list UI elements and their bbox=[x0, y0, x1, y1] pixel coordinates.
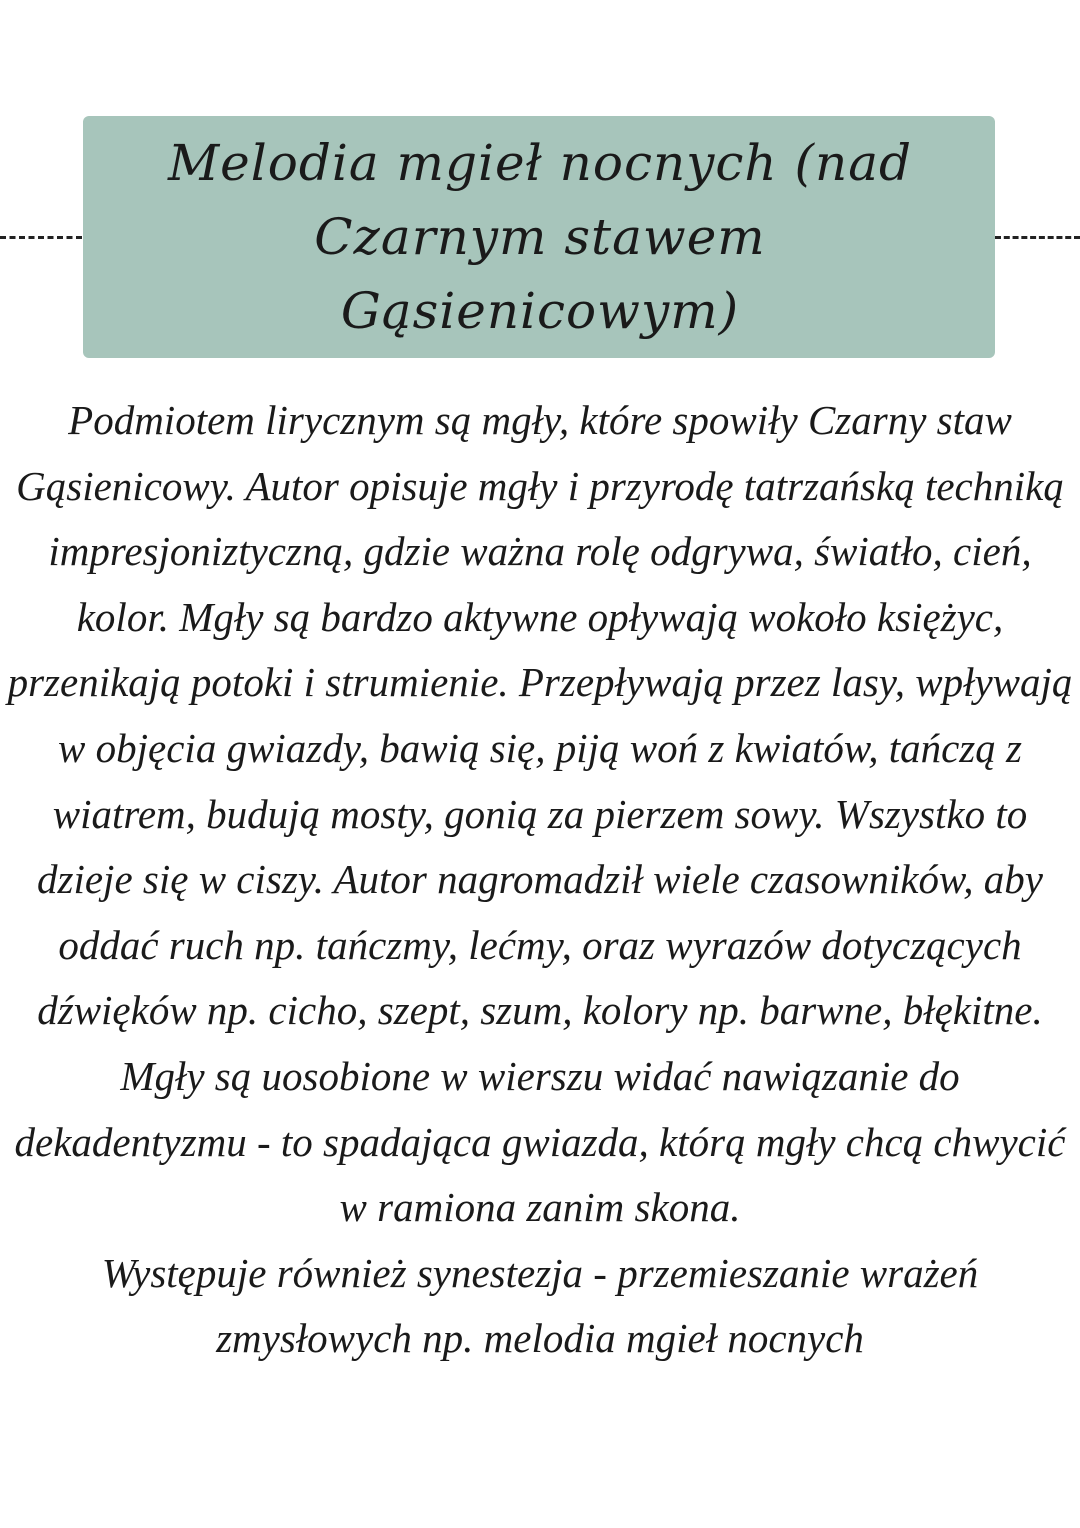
body-text bbox=[0, 388, 1080, 1372]
paragraph-summary: Podmiotem lirycznym są mgły, które spowiły Czarny staw Gąsienicowy. Autor opisuje mgły i przyrodę tatrzańską techniką impresjoniztyczną, gdzie ważna rolę odgrywa, światło, cień, kolor. Mgły są bardzo aktywne opływają wokoło księżyc, przenikają potoki i strumienie. Przepływają przez lasy, wpływają w objęcia gwiazdy, bawią się, piją woń z kwiatów, tańczą z wiatrem, budują mosty, gonią za pierzem sowy. Wszystko to dzieje się w ciszy. Autor nagromadził wiele czasowników, aby oddać ruch np. tańczmy, lećmy, oraz wyrazów dotyczących dźwięków np. cicho, szept, szum, kolory np. barwne, błękitne. bbox=[7, 397, 1073, 1034]
page-title: Melodia mgieł nocnych (nad Czarnym stawem Gąsienicowym) bbox=[167, 134, 913, 340]
dashed-divider-left bbox=[0, 236, 82, 239]
dashed-divider-right bbox=[995, 236, 1080, 239]
paragraph-synesthesia: Występuje również synestezja - przemieszanie wrażeń zmysłowych np. melodia mgieł nocnych bbox=[101, 1249, 979, 1362]
paragraph-decadentism: Mgły są uosobione w wierszu widać nawiązanie do dekadentyzmu - to spadająca gwiazda, którą mgły chcą chwycić w ramiona zanim skona. bbox=[14, 1052, 1066, 1231]
